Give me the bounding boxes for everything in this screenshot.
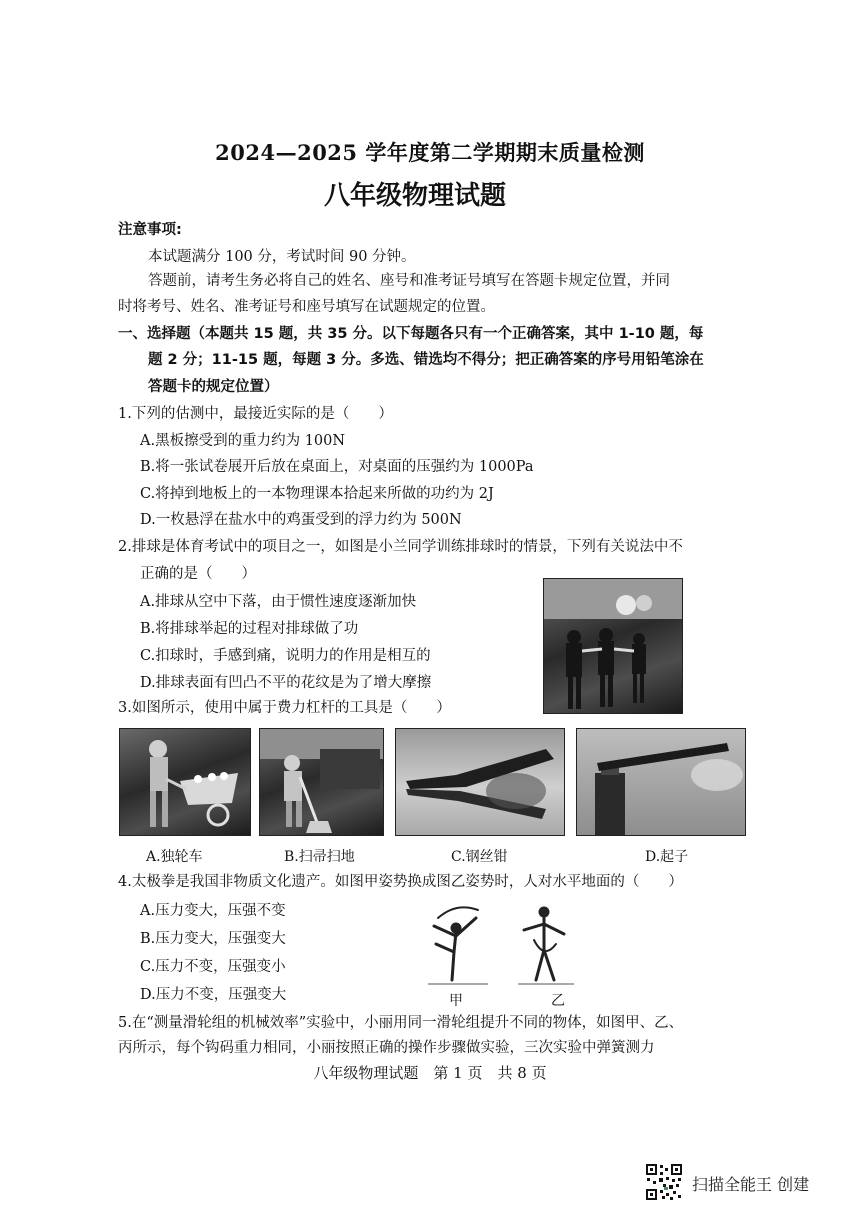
notice-line-3: 时将考号、姓名、准考证号和座号填写在试题规定的位置。 [118,299,495,315]
q3-caption-c: C.钢丝钳 [451,849,508,865]
wheelbarrow-photo [119,728,251,836]
section-1-line-2: 题 2 分；11-15 题，每题 3 分。多选、错选均不得分；把正确答案的序号用铅笔涂在 [148,352,704,368]
qr-code-icon [645,1163,683,1201]
page-footer: 八年级物理试题 第 1 页 共 8 页 [313,1064,547,1082]
volleyball-training-photo [543,578,683,714]
tai-chi-figure-jia [434,907,478,980]
q2-option-d: D.排球表面有凹凸不平的花纹是为了增大摩擦 [140,675,432,691]
q3-caption-d: D.起子 [645,849,689,865]
q3-caption-b: B.扫帚扫地 [284,849,355,865]
section-1-line-3: 答题卡的规定位置） [148,379,279,395]
q1-option-b: B.将一张试卷展开后放在桌面上，对桌面的压强约为 1000Pa [140,459,534,475]
q5-stem-line-1: 5.在“测量滑轮组的机械效率”实验中，小丽用同一滑轮组提升不同的物体，如图甲、乙、 [118,1015,684,1031]
q4-option-d: D.压力不变，压强变大 [140,987,287,1003]
q2-option-b: B.将排球举起的过程对排球做了功 [140,621,359,637]
scanner-watermark: 扫描全能王 创建 [692,1175,810,1194]
q1-stem: 1.下列的估测中，最接近实际的是（ ） [118,406,393,422]
exam-subtitle: 八年级物理试题 [323,181,506,211]
q2-option-c: C.扣球时，手感到痛，说明力的作用是相互的 [140,648,431,664]
q4-label-jia: 甲 [449,993,463,1009]
section-1-line-1: 一、选择题（本题共 15 题，共 35 分。以下每题各只有一个正确答案，其中 1-10 题，每 [118,326,704,342]
bottle-opener-photo [576,728,746,836]
q2-stem-line-1: 2.排球是体育考试中的项目之一，如图是小兰同学训练排球时的情景，下列有关说法中不 [118,539,683,555]
exam-title: 2024—2025 学年度第二学期期末质量检测 [215,140,645,165]
q4-label-yi: 乙 [551,993,565,1009]
q1-option-a: A.黑板擦受到的重力约为 100N [140,433,346,449]
notice-line-2: 答题前，请考生务必将自己的姓名、座号和准考证号填写在答题卡规定位置，并同 [148,273,670,289]
q3-stem: 3.如图所示，使用中属于费力杠杆的工具是（ ） [118,700,451,716]
q3-caption-a: A.独轮车 [146,849,203,865]
q2-option-a: A.排球从空中下落，由于惯性速度逐渐加快 [140,594,417,610]
tai-chi-figures [418,900,578,986]
q4-stem: 4.太极拳是我国非物质文化遗产。如图甲姿势换成图乙姿势时，人对水平地面的（ ） [118,874,683,890]
notice-heading: 注意事项: [118,222,182,238]
broom-sweeping-photo [259,728,384,836]
q4-option-a: A.压力变大，压强不变 [140,903,286,919]
q1-option-d: D.一枚悬浮在盐水中的鸡蛋受到的浮力约为 500N [140,512,462,528]
wire-pliers-photo [395,728,565,836]
tai-chi-figure-yi [524,908,564,980]
notice-line-1: 本试题满分 100 分，考试时间 90 分钟。 [148,249,416,265]
q4-option-b: B.压力变大，压强变大 [140,931,286,947]
q5-stem-line-2: 丙所示，每个钩码重力相同，小丽按照正确的操作步骤做实验，三次实验中弹簧测力 [118,1040,655,1056]
q1-option-c: C.将掉到地板上的一本物理课本拾起来所做的功约为 2J [140,486,494,502]
q4-option-c: C.压力不变，压强变小 [140,959,286,975]
q2-stem-line-2: 正确的是（ ） [140,566,256,582]
